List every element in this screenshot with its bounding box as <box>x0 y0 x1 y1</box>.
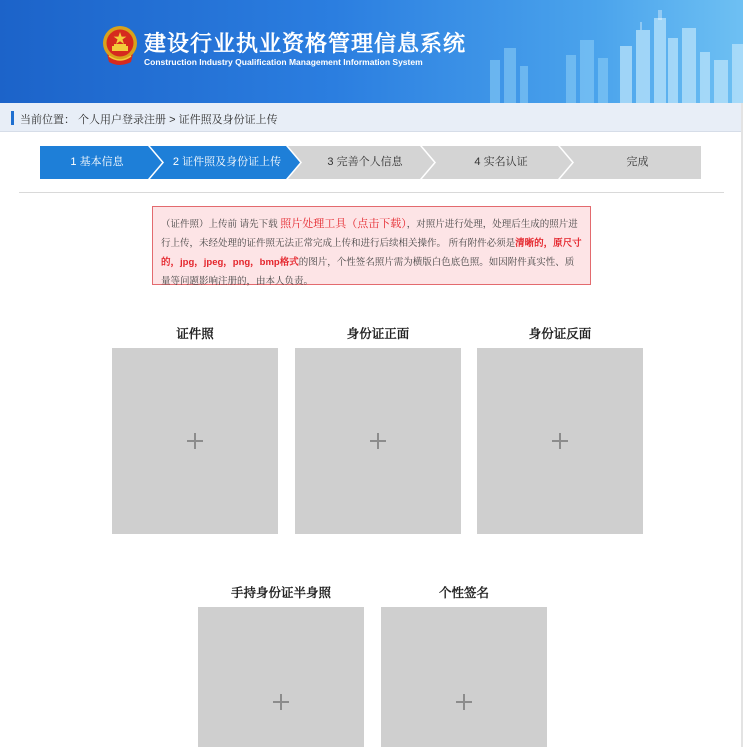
handheld-id-photo-label: 手持身份证半身照 <box>230 586 331 600</box>
registration-steps <box>40 146 701 179</box>
site-header <box>0 0 743 103</box>
breadcrumb-text: 当前位置： 个人用户登录注册 > 证件照及身份证上传 <box>20 114 278 126</box>
photo-tool-download-link[interactable]: 照片处理工具（点击下载） <box>280 218 407 230</box>
system-subtitle: Construction Industry Qualification Management Information System <box>144 57 423 67</box>
step-real-name-auth: 4 实名认证 <box>474 156 528 168</box>
plus-icon <box>187 433 203 449</box>
handheld-id-photo-upload[interactable] <box>198 607 364 747</box>
step-photo-upload: 2 证件照及身份证上传 <box>172 156 282 168</box>
national-emblem-icon <box>101 24 139 66</box>
city-skyline-decoration <box>470 0 743 103</box>
system-title: 建设行业执业资格管理信息系统 <box>144 32 467 57</box>
plus-icon <box>273 694 289 710</box>
notice-text-3: 的图片，个性签名照片需为横版白色底色照。如因附件真实性、质量等问题影响注册的，由本人负责。 <box>161 257 575 287</box>
id-card-back-upload[interactable] <box>477 348 643 534</box>
section-divider <box>19 192 724 193</box>
id-card-back-label: 身份证反面 <box>528 327 592 341</box>
step-complete: 完成 <box>626 156 649 168</box>
plus-icon <box>552 433 568 449</box>
notice-text-1: （证件照）上传前 请先下载 <box>161 219 281 230</box>
signature-upload[interactable] <box>381 607 547 747</box>
breadcrumb <box>0 103 743 132</box>
id-photo-label: 证件照 <box>176 327 214 341</box>
notice-text-2: ，对照片进行处理，处理后生成的照片进行上传，未经处理的证件照无法正常完成上传和进行后续相关操作。 所有附件必须是 <box>161 219 578 249</box>
notice-requirements: 清晰的，原尺寸的，jpg，jpeg，png，bmp格式 <box>161 238 582 268</box>
breadcrumb-marker <box>11 111 14 125</box>
id-card-front-upload[interactable] <box>295 348 461 534</box>
plus-icon <box>370 433 386 449</box>
signature-label: 个性签名 <box>438 586 489 600</box>
id-photo-upload[interactable] <box>112 348 278 534</box>
upload-notice <box>152 206 591 285</box>
plus-icon <box>456 694 472 710</box>
step-basic-info: 1 基本信息 <box>70 156 124 168</box>
step-personal-info: 3 完善个人信息 <box>327 156 403 168</box>
id-card-front-label: 身份证正面 <box>346 327 410 341</box>
